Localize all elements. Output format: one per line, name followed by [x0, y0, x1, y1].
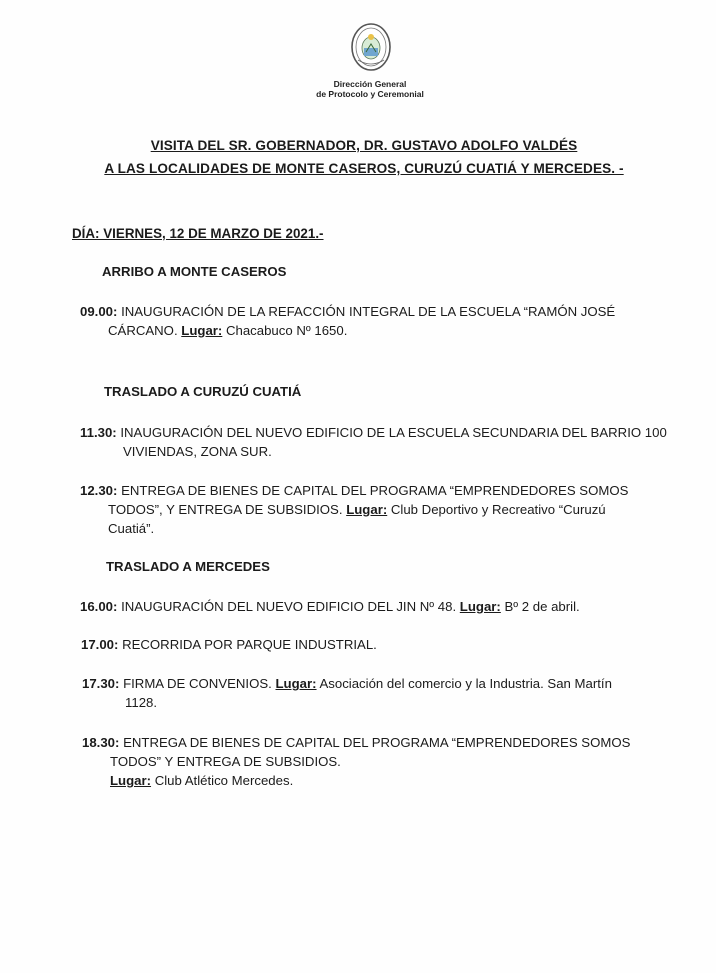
item-continuation [82, 771, 630, 790]
item-continuation [80, 321, 615, 340]
agenda-item-1230 [80, 481, 628, 538]
item-place: Bº 2 de abril. [500, 599, 580, 614]
organization-line-2: de Protocolo y Ceremonial [316, 88, 424, 99]
item-place: Club Atlético Mercedes. [151, 773, 294, 788]
item-continuation [80, 500, 628, 519]
item-description: RECORRIDA POR PARQUE INDUSTRIAL. [118, 637, 377, 652]
item-place: Chacabuco Nº 1650. [222, 323, 348, 338]
provincial-seal-icon [350, 22, 392, 72]
agenda-item-1600 [80, 597, 580, 616]
item-time: 17.30: [82, 676, 120, 691]
lugar-label: Lugar: [110, 773, 152, 788]
item-place: Asociación del comercio y la Industria. San Martín [316, 676, 612, 691]
item-description-line-2: 1128. [125, 695, 158, 710]
item-description-line-2: TODOS” Y ENTREGA DE SUBSIDIOS. [110, 754, 341, 769]
item-description-line-2: TODOS”, Y ENTREGA DE SUBSIDIOS. [108, 502, 343, 517]
item-description-line-2: VIVIENDAS, ZONA SUR. [123, 444, 272, 459]
lugar-label: Lugar: [459, 599, 501, 614]
agenda-item-1730 [82, 674, 612, 712]
item-time: 16.00: [80, 599, 118, 614]
item-time: 09.00: [80, 304, 118, 319]
item-description-line-3: Cuatiá”. [108, 521, 155, 536]
item-description-line-2: CÁRCANO. [108, 323, 178, 338]
agenda-item-1700 [81, 635, 377, 654]
event-date: DÍA: VIERNES, 12 DE MARZO DE 2021.- [72, 226, 324, 241]
item-description: ENTREGA DE BIENES DE CAPITAL DEL PROGRAMA “EMPRENDEDORES SOMOS [119, 735, 631, 750]
document-title-line-1: VISITA DEL SR. GOBERNADOR, DR. GUSTAVO ADOLFO VALDÉS [150, 138, 578, 153]
item-description: INAUGURACIÓN DEL NUEVO EDIFICIO DEL JIN Nº 48. [117, 599, 457, 614]
item-description: FIRMA DE CONVENIOS. [119, 676, 272, 691]
agenda-item-0900 [80, 302, 615, 340]
section-heading-curuzu-cuatia: TRASLADO A CURUZÚ CUATIÁ [104, 384, 302, 399]
section-heading-mercedes: TRASLADO A MERCEDES [106, 559, 270, 574]
organization-line-1: Dirección General [333, 79, 407, 89]
organization-name [300, 80, 440, 99]
agenda-item-1130 [80, 423, 667, 461]
lugar-label: Lugar: [181, 323, 223, 338]
lugar-label: Lugar: [346, 502, 388, 517]
item-place: Club Deportivo y Recreativo “Curuzú [387, 502, 606, 517]
item-description: INAUGURACIÓN DE LA REFACCIÓN INTEGRAL DE LA ESCUELA “RAMÓN JOSÉ [117, 304, 616, 319]
item-time: 12.30: [80, 483, 118, 498]
agenda-item-1830 [82, 733, 630, 790]
lugar-label: Lugar: [275, 676, 317, 691]
section-heading-monte-caseros: ARRIBO A MONTE CASEROS [102, 264, 287, 279]
item-time: 18.30: [82, 735, 120, 750]
item-time: 17.00: [81, 637, 119, 652]
item-description: INAUGURACIÓN DEL NUEVO EDIFICIO DE LA ESCUELA SECUNDARIA DEL BARRIO 100 [116, 425, 667, 440]
item-time: 11.30: [80, 425, 117, 440]
item-description: ENTREGA DE BIENES DE CAPITAL DEL PROGRAMA “EMPRENDEDORES SOMOS [117, 483, 629, 498]
document-title-line-2: A LAS LOCALIDADES DE MONTE CASEROS, CURUZÚ CUATIÁ Y MERCEDES. - [104, 161, 624, 176]
